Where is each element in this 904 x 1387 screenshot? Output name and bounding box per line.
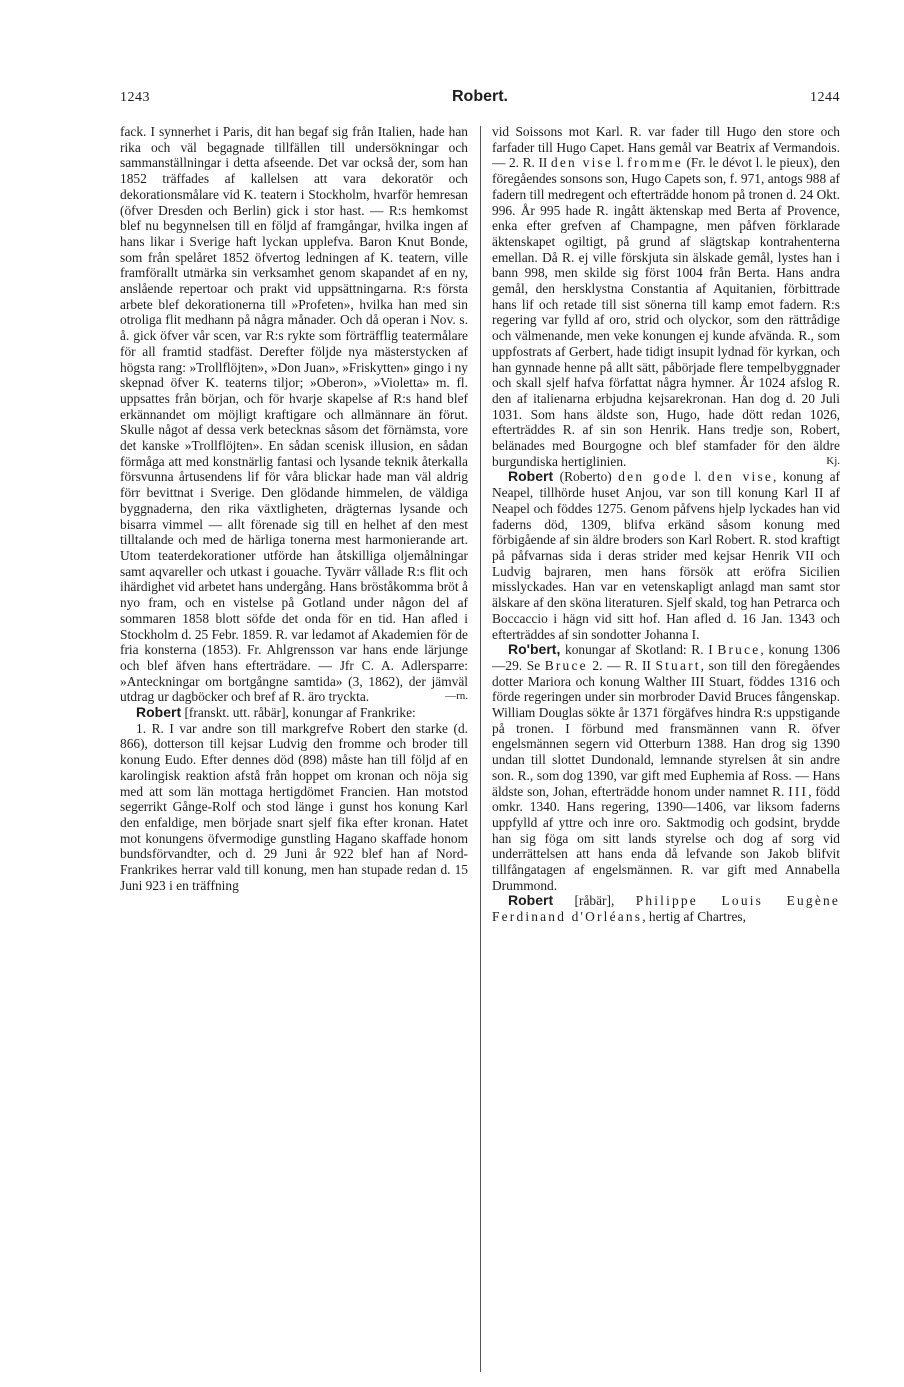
entry-robert-france: Robert [franskt. utt. råbär], konungar af Frankrike: xyxy=(136,704,416,721)
entry-robert-skotland: Ro'bert, konungar af Skotland: R. I Bruce, konung 1306—29. Se Bruce 2. — R. II Stuart, son till den föregåendes dotter Mariora och konung Walther III Stuart, föddes 1316 och förde regeringen under sin morbroder David Bruces fångenskap. William Douglas sökte år 1371 förgäfves hindra R:s uppstigande på tronen. I förbund med fransmännen vann R. öfver engelsmännen segern vid Otterburn 1388. Han drog sig 1390 undan till slottet Dundonald, lemnande styrelsen åt sin andre son. R., som dog 1390, var gift med Euphemia af Ross. — Hans äldste son, Johan, efterträdde honom under namnet R. III, född omkr. 1340. Hans regering, 1390—1406, var liksom faderns uppfylld af yttre och inre oro. Saktmodig och godsint, brydde han sig föga om sitt lands styrelse och dog af sorg vid underrättelsen att hans enda då lefvande son Jakob blifvit tillfångatagen af engelsmännen. R. var gift med Annabella Drummond. xyxy=(492,641,840,893)
paragraph-continuation: fack. I synnerhet i Paris, dit han begaf sig från Italien, hade han rika och väl begagnade tillfällen till undersökningar och sammanställningar i detta afseende. Det var också der, som han 1852 träffades af kallelsen att vara dekoratör och dekorationsmålare vid K. teatern i Stockholm, hvarför hemresan (öfver Dresden och Berlin) gick i stor hast. — R:s hemkomst blef nu begynnelsen till en följd af framgångar, hvilka ingen af hans likar i Sverige haft lyckan upplefva. Baron Knut Bonde, som från spelåret 1852 öfvertog ledningen af K. teatern, ville framförallt utmärka sin verksamhet genom skapandet af en ny, anslående repertoar och prakt vid uppsättningarna. R:s första arbete blef dekorationerna till »Profeten», hvilka han med sin otroliga flit medhann på några månader. Och då operan i Nov. s. å. gick öfver vår scen, var R:s rykte som förträfflig teatermålare för all framtid stadfäst. Derefter följde nya mästerstycken af högsta rang: »Trollflöjten», »Don Juan», »Friskytten» gingo i ny skepnad öfver K. teaterns tiljor; »Oberon», »Violetta» m. fl. uppsattes från början, och för hvarje skapelse af R:s hand blef erkännandet om möjligt kraftigare och allmännare än förut. Skulle något af dessa verk betecknas såsom det förnämsta, vore det kanske »Trollflöjten». En sådan scenisk illusion, en sådan förmåga att med konstnärlig fantasi och lysande teknik återkalla försvunna årtusendens lif för våra blickar hade man väl aldrig förr bevittnat i Sverige. Den glödande himmelen, de väldiga byggnaderna, den rika växtligheten, drägternas lysande och bisarra vimmel — allt förenade sig till en helhet af den mest tilltalande och med de härliga tonerna mest harmonierande art. Utom teaterdekorationer utförde han åtskilliga oljemålningar samt aqvareller och utkast i gouache. Tyvärr vållade R:s flit och ihärdighet vid arbetet hans undergång. Hans bröståkomma bröt å nyo fram, och en vistelse på Gotland under någon del af sommaren 1858 blott söfde det onda för en tid. Han afled i Stockholm d. 25 Febr. 1859. R. var ledamot af Akademien för de fria konsterna (1853). Fr. Ahlgrensson var hans ende lärjunge och blef äfven hans efterträdare. — Jfr C. A. Adlersparre: »Anteckningar om bortgångne samtida» (3, 1862), der jämväl utdrag ur dagböcker och bref af R. äro tryckta. —rn. xyxy=(120,124,468,705)
author-signature: Kj. xyxy=(826,454,840,467)
headword: Ro'bert, xyxy=(508,641,561,658)
entry-robert-orleans: Robert [råbär], Philippe Louis Eugène Ferdinand d'Orléans, hertig af Chartres, xyxy=(492,892,840,925)
column-divider xyxy=(480,126,481,1372)
entry-robert-neapel: Robert (Roberto) den gode l. den vise, konung af Neapel, tillhörde huset Anjou, var son till konung Karl II af Neapel och föddes 1275. Genom påfvens hjelp lyckades han vid faderns död, 1309, blifva erkänd såsom konung med förbigående af sin äldre broders son Karl Robert. R. stod kraftigt på påfvarnas sida i deras strider med kejsar Henrik VII och Ludvig bajraren, men hans försök att eröfra Sicilien misslyckades. Han var en vetenskapligt anlagd man samt stor älskare af den sköna literaturen. Sjelf skald, tog han Petrarca och Boccaccio i hägn vid sitt hof. Han afled d. 16 Jan. 1343 och efterträddes af sin sondotter Johanna I. xyxy=(492,468,840,642)
right-column xyxy=(492,124,840,1374)
headword: Robert xyxy=(508,468,554,485)
page-header xyxy=(120,90,840,114)
page-number-right: 1244 xyxy=(810,90,840,105)
running-head: Robert. xyxy=(452,88,508,105)
left-column xyxy=(120,124,468,1374)
subentry-robert-i: 1. R. I var andre son till markgrefve Robert den starke (d. 866), dotterson till kejsar Ludvig den fromme och broder till konung Eudo. Efter dennes död (898) måste han till följd af en karolingisk reaktion afstå från hoppet om kronan och nöja sig med att som län mottaga hertigdömet Francien. Han motstod segerrikt Gånge-Rolf och stod länge i gunst hos konung Karl den enfaldige, men började snart sjelf fika efter kronan. Hatet mot konungens öfvermodige gunstling Hagano skaffade honom bundsförvandter, och d. 29 Juni år 922 blef han af Nord-Frankrikes herrar vald till konung, men han stupade redan d. 15 Juni 923 i en träffning xyxy=(120,720,468,893)
author-signature: —rn. xyxy=(445,690,468,703)
paragraph-continuation-right: vid Soissons mot Karl. R. var fader till Hugo den store och farfader till Hugo Capet. Hans gemål var Beatrix af Vermandois. — 2. R. II den vise l. fromme (Fr. le dévot l. le pieux), den föregåendes sonsons son, Hugo Capets son, f. 971, antogs 988 af fadern till medregent och efterträdde honom på tronen d. 24 Okt. 996. År 995 hade R. ingått äktenskap med Berta af Provence, enka efter grefven af Champagne, men påfven förklarade äktenskapet ogiltigt, på grund af slägtskap kontrahenterna emellan. Då R. ej ville förskjuta sin älskade gemål, lystes han i bann 998, men skilde sig först 1004 från Berta. Hans andra gemål, den hersklystna Constantia af Aquitanien, förbittrade hans lif och retade till sist sönerna till kamp emot fadern. R:s regering var fylld af oro, strid och olyckor, som den rättrådige och välmenande, men veke konungen ej kunde afvända. R., som uppfostrats af Gerbert, hade tidigt insupit lydnad för kyrkan, och han gynnade henne på allt sätt, påbörjade flere tempelbyggnader och skall sjelf hafva författat några hymner. År 1024 afslog R. den af italienarna erbjudna kejsarekronan. Han dog d. 20 Juli 1031. Som hans äldste son, Hugo, hade dött redan 1026, efterträddes R. af sin son Henrik. Hans tredje son, Robert, belänades med Bourgogne och blef stamfader för den äldre burgundiska hertiglinien. Kj. xyxy=(492,124,840,469)
headword: Robert xyxy=(136,704,182,721)
headword: Robert xyxy=(508,892,554,909)
page-number-left: 1243 xyxy=(120,90,150,105)
